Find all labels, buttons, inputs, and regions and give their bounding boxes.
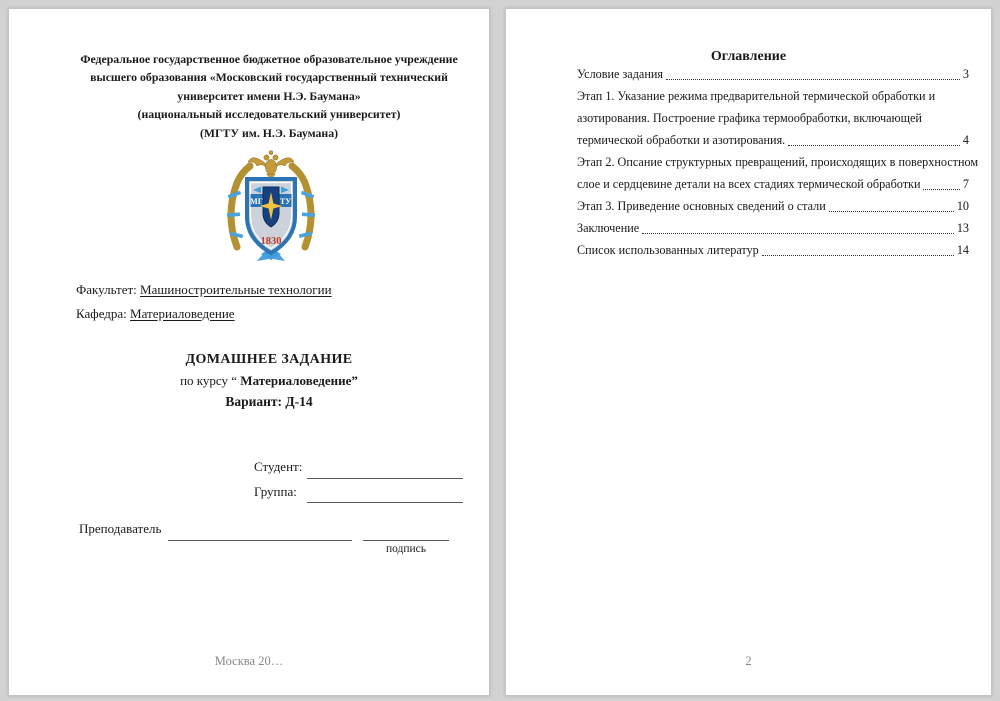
dot-leader (829, 211, 954, 212)
signature-caption: подпись (385, 543, 427, 555)
dot-leader (666, 79, 960, 80)
teacher-label: Преподаватель (79, 521, 162, 536)
toc-entry-etap1[interactable] (577, 85, 969, 151)
document-title: ДОМАШНЕЕ ЗАДАНИЕ (185, 352, 353, 367)
student-name-line (307, 478, 463, 479)
department-label: Кафедра: (76, 306, 127, 321)
toc-entry-text: Список использованных литератур (577, 243, 759, 257)
dot-leader (642, 233, 954, 234)
toc-page-number: 10 (956, 199, 969, 213)
toc-page (505, 8, 992, 696)
variant-line: Вариант: Д-14 (225, 394, 313, 409)
toc-entry-text: Заключение (577, 221, 640, 235)
toc-page-number: 3 (962, 67, 969, 81)
page-number: 2 (745, 654, 752, 668)
course-suffix: ” (351, 373, 358, 388)
toc-entry-text: слое и сердцевине детали на всех стадиях термической обработки (577, 177, 921, 191)
title-page (8, 8, 490, 696)
university-emblem-icon (223, 149, 319, 263)
header-line: (МГТУ им. Н.Э. Баумана) (199, 125, 339, 140)
header-line: высшего образования «Московский государственный технический (90, 70, 448, 85)
toc-entry-text: Этап 2. Опсание структурных превращений, происходящих в поверхностном (577, 155, 979, 169)
toc-entry-etap2[interactable] (577, 151, 979, 195)
teacher-name-line (168, 540, 352, 541)
header-line: (национальный исследовательский университет) (137, 107, 401, 122)
emblem-letters-right: ТУ (279, 196, 292, 206)
header-line: Федеральное государственное бюджетное образовательное учреждение (80, 52, 458, 66)
course-prefix: по курсу “ (180, 373, 241, 388)
course-name: Материаловедение (240, 373, 352, 388)
dot-leader (923, 189, 959, 190)
toc-entry-text: азотирования. Построение графика термообработки, включающей (577, 111, 922, 125)
toc-entry-text: Этап 3. Приведение основных сведений о стали (577, 199, 826, 213)
group-label: Группа: (254, 484, 297, 499)
course-line (66, 370, 472, 391)
header-line: университет имени Н.Э. Баумана» (177, 88, 361, 103)
toc-entry-spisok[interactable] (577, 239, 969, 261)
toc-page-number: 7 (962, 177, 969, 191)
emblem-letters-left: МГ (250, 196, 263, 206)
dot-leader (788, 145, 960, 146)
faculty-row (76, 282, 332, 298)
toc-entry-text: Условие задания (577, 67, 663, 81)
group-name-line (307, 502, 463, 503)
table-of-contents (577, 63, 979, 261)
student-label: Студент: (254, 459, 303, 474)
toc-page-number: 14 (956, 243, 969, 257)
toc-entry-zaklyuchenie[interactable] (577, 217, 969, 239)
toc-page-number: 4 (962, 133, 969, 147)
teacher-signature-line (363, 540, 449, 541)
emblem-year: 1830 (260, 236, 282, 247)
toc-page-number: 13 (956, 221, 969, 235)
faculty-label: Факультет: (76, 282, 137, 297)
toc-title: Оглавление (710, 49, 787, 64)
toc-entry-text: Этап 1. Указание режима предварительной термической обработки и (577, 89, 936, 103)
toc-entry-etap3[interactable] (577, 195, 969, 217)
department-value: Материаловедение (130, 306, 235, 321)
faculty-value: Машиностроительные технологии (140, 282, 332, 297)
department-row (76, 306, 235, 322)
toc-entry-text: термической обработки и азотирования. (577, 133, 786, 147)
document-title-block (66, 349, 472, 412)
toc-entry-uslovie[interactable] (577, 63, 969, 85)
city-year-footer: Москва 20… (214, 654, 284, 668)
dot-leader (762, 255, 954, 256)
university-header (59, 50, 479, 142)
